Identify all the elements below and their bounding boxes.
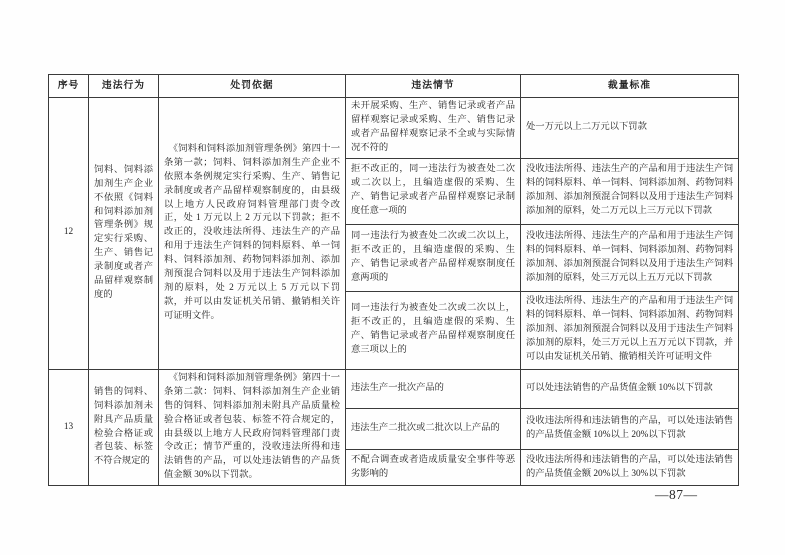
page-number: —87—: [655, 487, 698, 502]
standard-cell: 没收违法所得、违法生产的产品和用于违法生产饲料的饲料原料、单一饲料、饲料添加剂、药物饲料添加剂、添加剂预混合饲料以及用于违法生产饲料添加剂的原料，处三万元以上五万元以下罚款: [521, 224, 739, 291]
col-header-circumstance: 违法情节: [346, 75, 521, 98]
standard-cell: 处一万元以上二万元以下罚款: [521, 98, 739, 159]
circumstance-cell: 同一违法行为被查处二次或二次以上，拒不改正的，且编造虚假的采购、生产、销售记录或者产品留样观察制度任意三项以上的: [346, 291, 521, 369]
col-header-seq: 序号: [49, 75, 89, 98]
basis-cell: 《饲料和饲料添加剂管理条例》第四十一条第二款：饲料、饲料添加剂生产企业销售的饲料、饲料添加剂未附具产品质量检验合格证或者包装、标签不符合规定的，由县级以上地方人民政府饲料管理部门责令改正；情节严重的，没收违法所得和违法销售的产品，可以处违法销售的产品货值金额 30%以下罚款。: [159, 369, 346, 486]
col-header-basis: 处罚依据: [159, 75, 346, 98]
behavior-cell: 销售的饲料、饲料添加剂未附具产品质量检验合格证或者包装、标签不符合规定的: [89, 369, 159, 486]
standard-cell: 没收违法所得和违法销售的产品，可以处违法销售的产品货值金额 20%以上 30%以下罚款: [521, 449, 739, 485]
penalty-table: [48, 74, 739, 486]
standard-cell: 没收违法所得、违法生产的产品和用于违法生产饲料的饲料原料、单一饲料、饲料添加剂、药物饲料添加剂、添加剂预混合饲料以及用于违法生产饲料添加剂的原料，处三万元以上五万元以下罚款，并可以由发证机关吊销、撤销相关许可证明文件: [521, 291, 739, 369]
standard-cell: 没收违法所得、违法生产的产品和用于违法生产饲料的饲料原料、单一饲料、饲料添加剂、药物饲料添加剂、添加剂预混合饲料以及用于违法生产饲料添加剂的原料，处二万元以上三万元以下罚款: [521, 158, 739, 224]
circumstance-cell: 违法生产二批次或二批次以上产品的: [346, 409, 521, 450]
circumstance-cell: 拒不改正的，同一违法行为被查处二次或二次以上，且编造虚假的采购、生产、销售记录或者产品留样观察记录制度任意一项的: [346, 158, 521, 224]
seq-cell: 12: [49, 98, 89, 370]
table-row: [49, 369, 739, 409]
standard-cell: 没收违法所得和违法销售的产品，可以处违法销售的产品货值金额 10%以上 20%以下罚款: [521, 409, 739, 450]
standard-cell: 可以处违法销售的产品货值金额 10%以下罚款: [521, 369, 739, 409]
col-header-behavior: 违法行为: [89, 75, 159, 98]
circumstance-cell: 同一违法行为被查处二次或二次以上，拒不改正的，且编造虚假的采购、生产、销售记录或者产品留样观察制度任意两项的: [346, 224, 521, 291]
circumstance-cell: 未开展采购、生产、销售记录或者产品留样观察记录或采购、生产、销售记录或者产品留样观察记录不全或与实际情况不符的: [346, 98, 521, 159]
table-row: [49, 98, 739, 159]
circumstance-cell: 违法生产一批次产品的: [346, 369, 521, 409]
col-header-standard: 裁量标准: [521, 75, 739, 98]
circumstance-cell: 不配合调查或者造成质量安全事件等恶劣影响的: [346, 449, 521, 485]
seq-cell: 13: [49, 369, 89, 486]
table-header-row: [49, 75, 739, 98]
basis-cell: 《饲料和饲料添加剂管理条例》第四十一条第一款；饲料、饲料添加剂生产企业不依照本条例规定实行采购、生产、销售记录制度或者产品留样观察制度的，由县级以上地方人民政府饲料管理部门责令改正，处 1 万元以上 2 万元以下罚款；拒不改正的，没收违法所得、违法生产的产品和用于违法生产饲料的饲料原料、单一饲料、饲料添加剂、药物饲料添加剂、添加剂预混合饲料以及用于违法生产饲料添加剂的原料，处 2 万元以上 5 万元以下罚款，并可以由发证机关吊销、撤销相关许可证明文件。: [159, 98, 346, 370]
behavior-cell: 饲料、饲料添加剂生产企业不依照《饲料和饲料添加剂管理条例》规定实行采购、生产、销售记录制度或者产品留样观察制度的: [89, 98, 159, 370]
